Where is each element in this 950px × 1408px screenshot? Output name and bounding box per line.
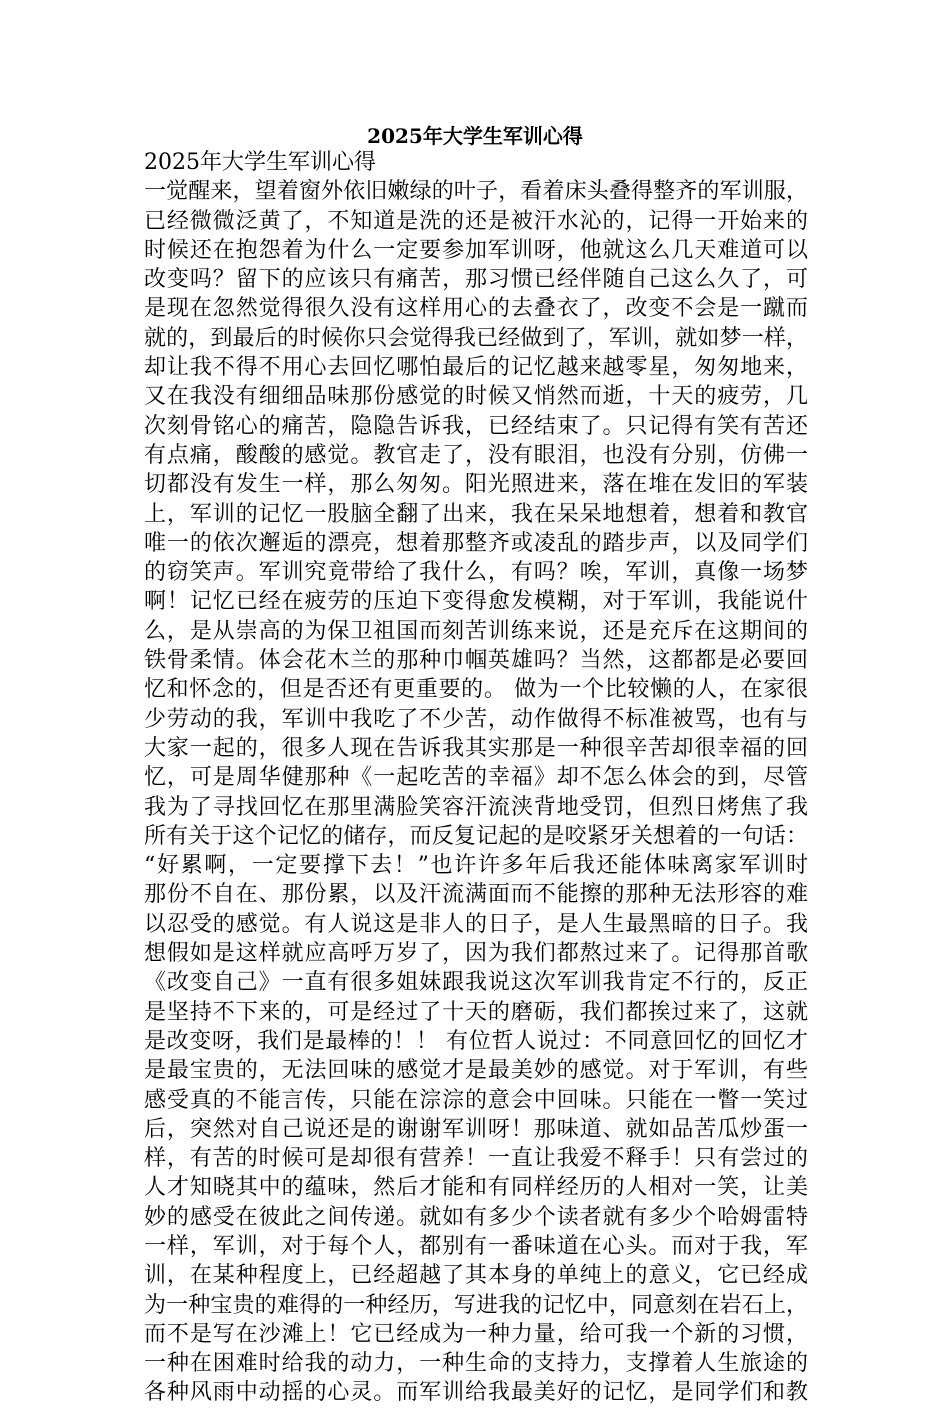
paragraph-line: “好累啊，一定要撑下去！”也许许多年后我还能体味离家军训时 <box>144 853 808 879</box>
paragraph-line: 么，是从崇高的为保卫祖国而刻苦训练来说，还是充斥在这期间的 <box>144 618 808 644</box>
paragraph-line: 切都没有发生一样，那么匆匆。阳光照进来，落在堆在发旧的军装 <box>144 472 808 498</box>
paragraph-line: 啊！记忆已经在疲劳的压迫下变得愈发模糊，对于军训，我能说什 <box>144 589 808 615</box>
paragraph-line: 上，军训的记忆一股脑全翻了出来，我在呆呆地想着，想着和教官 <box>144 501 808 527</box>
document-title: 2025年大学生军训心得 <box>367 124 583 148</box>
paragraph-line: 想假如是这样就应高呼万岁了，因为我们都熬过来了。记得那首歌 <box>144 941 808 967</box>
paragraph-line: 已经微微泛黄了，不知道是洗的还是被汗水沁的，记得一开始来的 <box>144 208 808 234</box>
paragraph-line: 是现在忽然觉得很久没有这样用心的去叠衣了，改变不会是一蹴而 <box>144 296 808 322</box>
paragraph-line: 改变吗？留下的应该只有痛苦，那习惯已经伴随自己这么久了，可 <box>144 267 808 293</box>
document-subtitle: 2025年大学生军训心得 <box>144 150 376 175</box>
paragraph-line: 时候还在抱怨着为什么一定要参加军训呀，他就这么几天难道可以 <box>144 237 808 263</box>
paragraph-line: 大家一起的，很多人现在告诉我其实那是一种很辛苦却很幸福的回 <box>144 735 808 761</box>
paragraph-line: 而不是写在沙滩上！它已经成为一种力量，给可我一个新的习惯， <box>144 1321 808 1347</box>
paragraph-line: 样，有苦的时候可是却很有营养！一直让我爱不释手！只有尝过的 <box>144 1146 808 1172</box>
paragraph-line: 一样，军训，对于每个人，都别有一番味道在心头。而对于我，军 <box>144 1233 808 1259</box>
paragraph-line: 感受真的不能言传，只能在淙淙的意会中回味。只能在一瞥一笑过 <box>144 1087 808 1113</box>
paragraph-line: 各种风雨中动摇的心灵。而军训给我最美好的记忆，是同学们和教 <box>144 1380 808 1406</box>
paragraph-line: 那份不自在、那份累，以及汗流满面而不能擦的那种无法形容的难 <box>144 882 808 908</box>
paragraph-line: 所有关于这个记忆的储存，而反复记起的是咬紧牙关想着的一句话： <box>144 823 808 849</box>
paragraph-line: 有点痛，酸酸的感觉。教官走了，没有眼泪，也没有分别，仿佛一 <box>144 442 808 468</box>
paragraph-line: 铁骨柔情。体会花木兰的那种巾帼英雄吗？当然，这都都是必要回 <box>144 648 808 674</box>
paragraph-line: 后，突然对自己说还是的谢谢军训呀！那味道、就如品苦瓜炒蛋一 <box>144 1116 808 1142</box>
paragraph-line: 是坚持不下来的，可是经过了十天的磨砺，我们都挨过来了，这就 <box>144 999 808 1025</box>
paragraph-line: 又在我没有细细品味那份感觉的时候又悄然而逝，十天的疲劳，几 <box>144 384 808 410</box>
paragraph-line: 忆，可是周华健那种《一起吃苦的幸福》却不怎么体会的到，尽管 <box>144 765 808 791</box>
paragraph-line: 忆和怀念的，但是否还有更重要的。 做为一个比较懒的人，在家很 <box>144 677 808 703</box>
paragraph-line: 的窃笑声。军训究竟带给了我什么，有吗？唉，军训，真像一场梦 <box>144 560 808 586</box>
paragraph-line: 却让我不得不用心去回忆哪怕最后的记忆越来越零星，匆匆地来， <box>144 355 808 381</box>
paragraph-line: 训，在某种程度上，已经超越了其本身的单纯上的意义，它已经成 <box>144 1263 808 1289</box>
paragraph-line: 唯一的依次邂逅的漂亮，想着那整齐或凌乱的踏步声，以及同学们 <box>144 530 808 556</box>
paragraph-line: 是最宝贵的，无法回味的感觉才是最美妙的感觉。对于军训，有些 <box>144 1058 808 1084</box>
paragraph-line: 我为了寻找回忆在那里满脸笑容汗流浃背地受罚，但烈日烤焦了我 <box>144 794 808 820</box>
paragraph-line: 是改变呀，我们是最棒的！！ 有位哲人说过：不同意回忆的回忆才 <box>144 1028 808 1054</box>
paragraph-line: 一觉醒来，望着窗外依旧嫩绿的叶子，看着床头叠得整齐的军训服， <box>144 179 808 205</box>
paragraph-line: 少劳动的我，军训中我吃了不少苦，动作做得不标准被骂，也有与 <box>144 706 808 732</box>
paragraph-line: 为一种宝贵的难得的一种经历，写进我的记忆中，同意刻在岩石上， <box>144 1292 808 1318</box>
document-body <box>144 148 808 1408</box>
paragraph-line: 人才知晓其中的蕴味，然后才能和有同样经历的人相对一笑，让美 <box>144 1175 808 1201</box>
paragraph-line: 《改变自己》一直有很多姐妹跟我说这次军训我肯定不行的，反正 <box>144 970 808 996</box>
paragraph-line: 妙的感受在彼此之间传递。就如有多少个读者就有多少个哈姆雷特 <box>144 1204 808 1230</box>
paragraph-line: 以忍受的感觉。有人说这是非人的日子，是人生最黑暗的日子。我 <box>144 911 808 937</box>
paragraph-line: 就的，到最后的时候你只会觉得我已经做到了，军训，就如梦一样， <box>144 325 808 351</box>
paragraph-line: 次刻骨铭心的痛苦，隐隐告诉我，已经结束了。只记得有笑有苦还 <box>144 413 808 439</box>
paragraph-line: 一种在困难时给我的动力，一种生命的支持力，支撑着人生旅途的 <box>144 1351 808 1377</box>
